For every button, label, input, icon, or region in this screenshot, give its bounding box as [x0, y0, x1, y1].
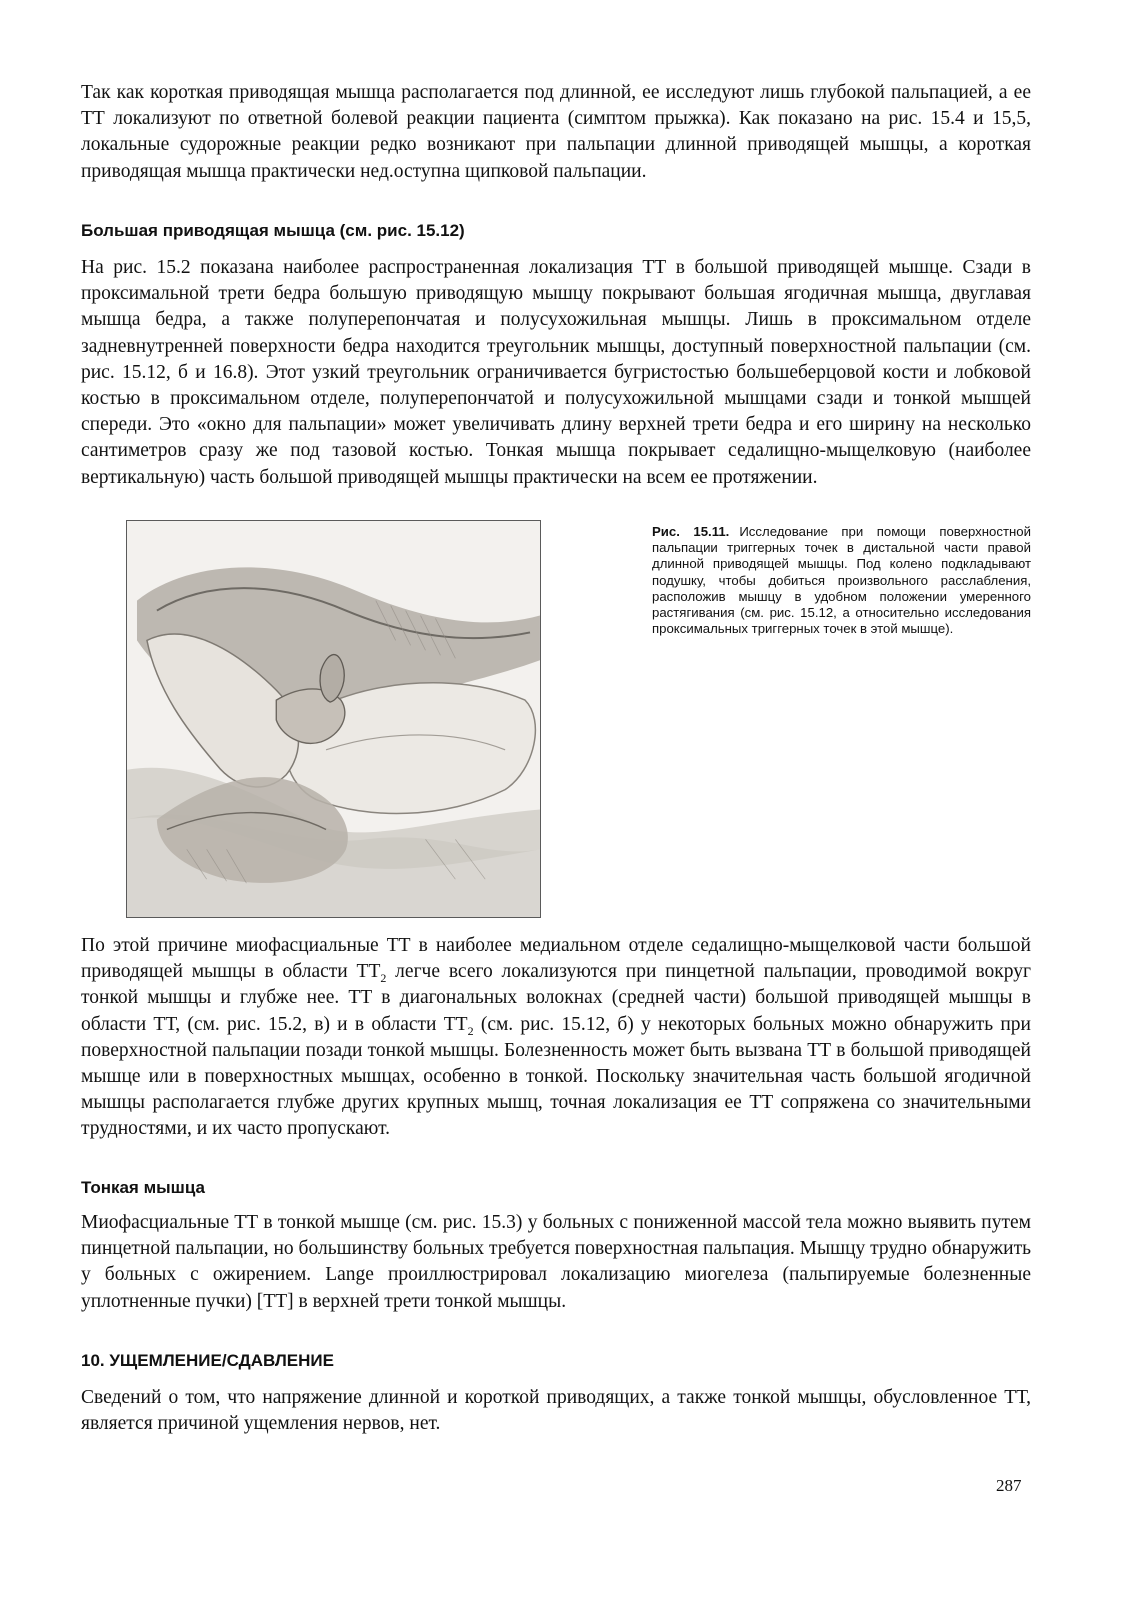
paragraph-part: легче всего локализуются при пинцетной пальпации, проводимой вокруг тонкой мышцы и глубже нее. ТТ в диагональных волокнах (средней части) большой приводящей мышцы в области ТТ, (см. рис. 15.2, в) и в области ТТ — [81, 961, 1031, 1035]
caption-text: Исследование при помощи поверхностной пальпации триггерных точек в дистальной части правой длинной приводящей мышцы. Под колено подкладывают подушку, чтобы добиться произвольного расслабления, расположив мышцу в удобном положении умеренного растягивания (см. рис. 15.12, а относительно исследования проксимальных триггерных точек в этой мышце). — [652, 524, 1031, 637]
figure-caption — [652, 524, 1031, 637]
subscript: 2 — [380, 971, 387, 986]
heading-entrapment: 10. УЩЕМЛЕНИЕ/СДАВЛЕНИЕ — [81, 1351, 334, 1370]
palpation-drawing — [127, 521, 540, 917]
figure-illustration — [126, 520, 541, 918]
subscript: 2 — [467, 1023, 474, 1038]
heading-adductor-magnus: Большая приводящая мышца (см. рис. 15.12) — [81, 221, 465, 240]
page-number: 287 — [996, 1476, 1022, 1495]
paragraph-part: (см. рис. 15.12, б) у некоторых больных можно обнаружить при поверхностной пальпации позади тонкой мышцы. Болезненность может быть вызвана ТТ в большой приводящей мышце или в поверхностных мышцах, особенно в тонкой. Поскольку значительная часть большой ягодичной мышцы располагается глубже других крупных мышц, точная локализация ее ТТ сопряжена со значительными трудностями, и их часто пропускают. — [81, 1013, 1031, 1140]
heading-gracilis: Тонкая мышца — [81, 1178, 205, 1197]
paragraph-pincer-palpation — [81, 933, 1031, 1143]
caption-label: Рис. 15.11. — [652, 524, 730, 539]
paragraph-part: По этой причине миофасциальные ТТ в наиболее медиальном отделе седалищно-мыщелковой части большой приводящей мышцы в области ТТ — [81, 935, 1031, 983]
paragraph-entrapment: Сведений о том, что напряжение длинной и короткой приводящих, а также тонкой мышцы, обусловленное ТТ, является причиной ущемления нервов, нет. — [81, 1387, 1031, 1435]
paragraph-short-adductor: Так как короткая приводящая мышца располагается под длинной, ее исследуют лишь глубокой пальпацией, а ее ТТ локализуют по ответной болевой реакции пациента (симптом прыжка). Как показано на рис. 15.4 и 15,5, локальные судорожные реакции редко возникают при пальпации длинной приводящей мышцы, а короткая приводящая мышца практически нед.оступна щипковой пальпации. — [81, 82, 1031, 182]
paragraph-adductor-magnus: На рис. 15.2 показана наиболее распространенная локализация ТТ в большой приводящей мышце. Сзади в проксимальной трети бедра большую приводящую мышцу покрывают большая ягодичная мышца, двуглавая мышца бедра, а также полуперепончатая и полусухожильная мышцы. Лишь в проксимальном отделе задневнутренней поверхности бедра находится треугольник мышцы, доступный поверхностной пальпации (см. рис. 15.12, б и 16.8). Этот узкий треугольник ограничивается бугристостью большеберцовой кости и лобковой костью в проксимальном отделе, полуперепончатой и полусухожильной мышцами сзади и тонкой мышцей спереди. Это «окно для пальпации» может увеличивать длину верхней трети бедра и его ширину на несколько сантиметров сразу же под тазовой костью. Тонкая мышца покрывает седалищно-мыщелковую (наиболее вертикальную) часть большой приводящей мышцы практически на всем ее протяжении. — [81, 257, 1031, 488]
paragraph-gracilis: Миофасциальные ТТ в тонкой мышце (см. рис. 15.3) у больных с пониженной массой тела можно выявить путем пинцетной пальпации, но большинству больных требуется поверхностная пальпация. Мышцу трудно обнаружить у больных с ожирением. Lange проиллюстрировал локализацию миогелеза (пальпируемые болезненные уплотненные пучки) [ТТ] в верхней трети тонкой мышцы. — [81, 1212, 1031, 1312]
